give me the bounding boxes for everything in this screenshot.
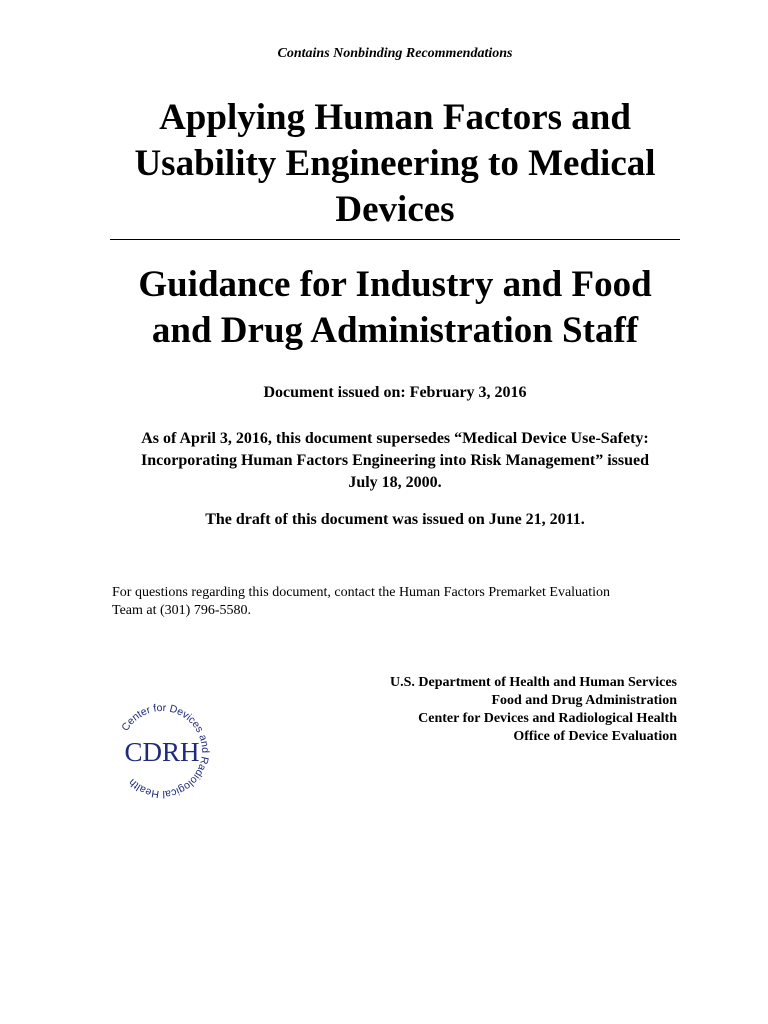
cdrh-center-text: CDRH: [124, 737, 200, 767]
contact-info: [112, 584, 672, 620]
nonbinding-header: Contains Nonbinding Recommendations: [277, 46, 513, 61]
subtitle-line-1: Guidance for Industry and Food: [138, 264, 652, 305]
agency-block: [390, 674, 677, 746]
subtitle-line-2: and Drug Administration Staff: [151, 310, 639, 351]
draft-notice: The draft of this document was issued on June 21, 2011.: [205, 511, 585, 528]
cdrh-logo: [106, 695, 218, 807]
contact-line-1: For questions regarding this document, contact the Human Factors Premarket Evaluation: [112, 585, 611, 600]
supersedes-line-1: As of April 3, 2016, this document supersedes “Medical Device Use-Safety:: [141, 430, 649, 447]
agency-line-4: Office of Device Evaluation: [513, 729, 677, 744]
title-divider: [110, 239, 680, 240]
supersedes-line-2: Incorporating Human Factors Engineering into Risk Management” issued: [140, 452, 649, 469]
supersedes-notice: [110, 428, 680, 494]
issue-date: Document issued on: February 3, 2016: [263, 384, 527, 401]
supersedes-line-3: July 18, 2000.: [348, 474, 442, 491]
title-line-2: Usability Engineering to Medical: [134, 143, 656, 184]
contact-line-2: Team at (301) 796-5580.: [112, 603, 251, 618]
cdrh-ring-text: Center for Devices and Radiological Health: [119, 701, 212, 801]
document-subtitle: [110, 262, 680, 354]
agency-line-3: Center for Devices and Radiological Health: [418, 711, 677, 726]
agency-line-2: Food and Drug Administration: [491, 693, 677, 708]
agency-line-1: U.S. Department of Health and Human Services: [390, 675, 677, 690]
document-title: [110, 95, 680, 233]
title-line-3: Devices: [335, 189, 455, 230]
title-line-1: Applying Human Factors and: [159, 97, 631, 138]
